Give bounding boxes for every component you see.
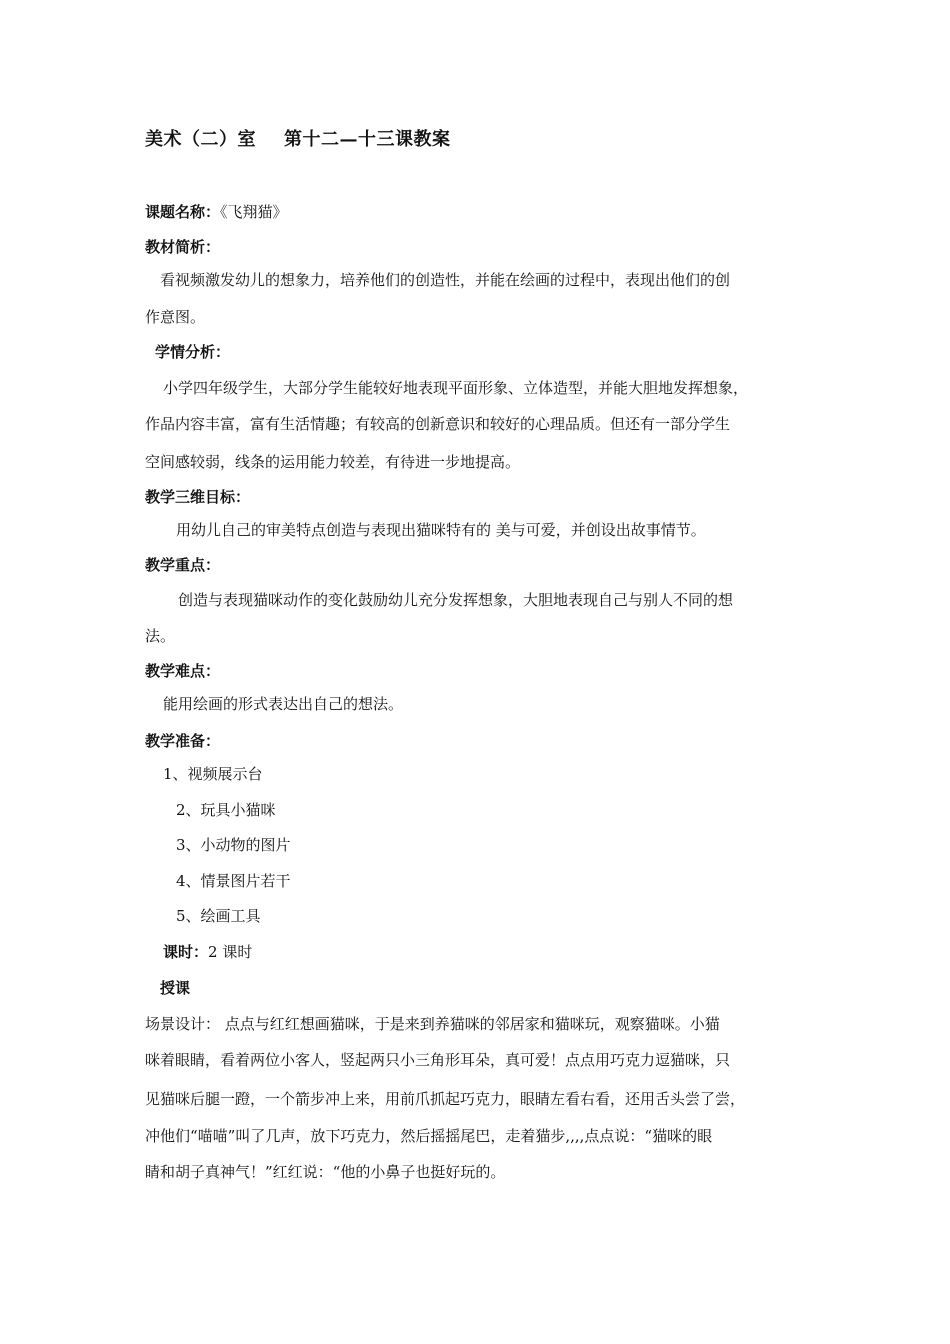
prep-label: 教学准备： [145, 732, 221, 750]
scene-text-5: 睛和胡子真神气！”红红说：“他的小鼻子也挺好玩的。 [145, 1163, 506, 1181]
hours-label: 课时： [163, 943, 209, 961]
hours-value: 2 课时 [208, 943, 253, 961]
prep-item: 2、玩具小猫咪 [176, 801, 276, 819]
focus-text-1: 创造与表现猫咪动作的变化鼓励幼儿充分发挥想象，大胆地表现自己与别人不同的想 [178, 591, 734, 609]
focus-label: 教学重点： [145, 556, 221, 574]
topic-value: 《飞翔猫》 [220, 203, 288, 221]
scene-text-3: 见猫咪后腿一蹬，一个箭步冲上来，用前爪抓起巧克力，眼睛左看右看，还用舌头尝了尝， [145, 1090, 746, 1108]
hours-line [163, 942, 252, 962]
material-label: 教材简析： [145, 238, 221, 256]
material-text-1: 看视频激发幼儿的想象力，培养他们的创造性，并能在绘画的过程中，表现出他们的创 [160, 271, 731, 289]
difficulty-text: 能用绘画的形式表达出自己的想法。 [163, 695, 404, 713]
students-text-3: 空间感较弱，线条的运用能力较差，有待进一步地提高。 [145, 453, 521, 471]
page-title [145, 125, 451, 151]
students-text-2: 作品内容丰富，富有生活情趣；有较高的创新意识和较好的心理品质。但还有一部分学生 [145, 415, 731, 433]
teach-label: 授课 [160, 979, 191, 997]
students-label: 学情分析： [155, 343, 231, 361]
prep-item: 5、绘画工具 [176, 907, 261, 925]
prep-item: 1、视频展示台 [163, 765, 263, 783]
prep-item: 3、小动物的图片 [176, 836, 291, 854]
scene-text-1: 场景设计： 点点与红红想画猫咪，于是来到养猫咪的邻居家和猫咪玩，观察猫咪。小猫 [145, 1015, 720, 1033]
difficulty-label: 教学难点： [145, 662, 221, 680]
goals-label: 教学三维目标： [145, 488, 251, 506]
goals-text: 用幼儿自己的审美特点创造与表现出猫咪特有的 美与可爱，并创设出故事情节。 [176, 521, 706, 539]
material-text-2: 作意图。 [145, 308, 206, 326]
title-lesson: 第十二—十三课教案 [284, 129, 451, 150]
scene-text-4: 冲他们“喵喵”叫了几声，放下巧克力，然后摇摇尾巴，走着猫步,,,,点点说：“猫咪的眼 [145, 1127, 713, 1145]
topic-label: 课题名称： [145, 203, 221, 221]
focus-text-2: 法。 [145, 627, 176, 645]
students-text-1: 小学四年级学生，大部分学生能较好地表现平面形象、立体造型，并能大胆地发挥想象， [163, 379, 749, 397]
title-room: 美术（二）室 [145, 129, 256, 150]
topic-line [145, 202, 288, 222]
scene-text-2: 咪着眼睛，看着两位小客人，竖起两只小三角形耳朵，真可爱！点点用巧克力逗猫咪，只 [145, 1051, 731, 1069]
prep-item: 4、情景图片若干 [176, 872, 291, 890]
